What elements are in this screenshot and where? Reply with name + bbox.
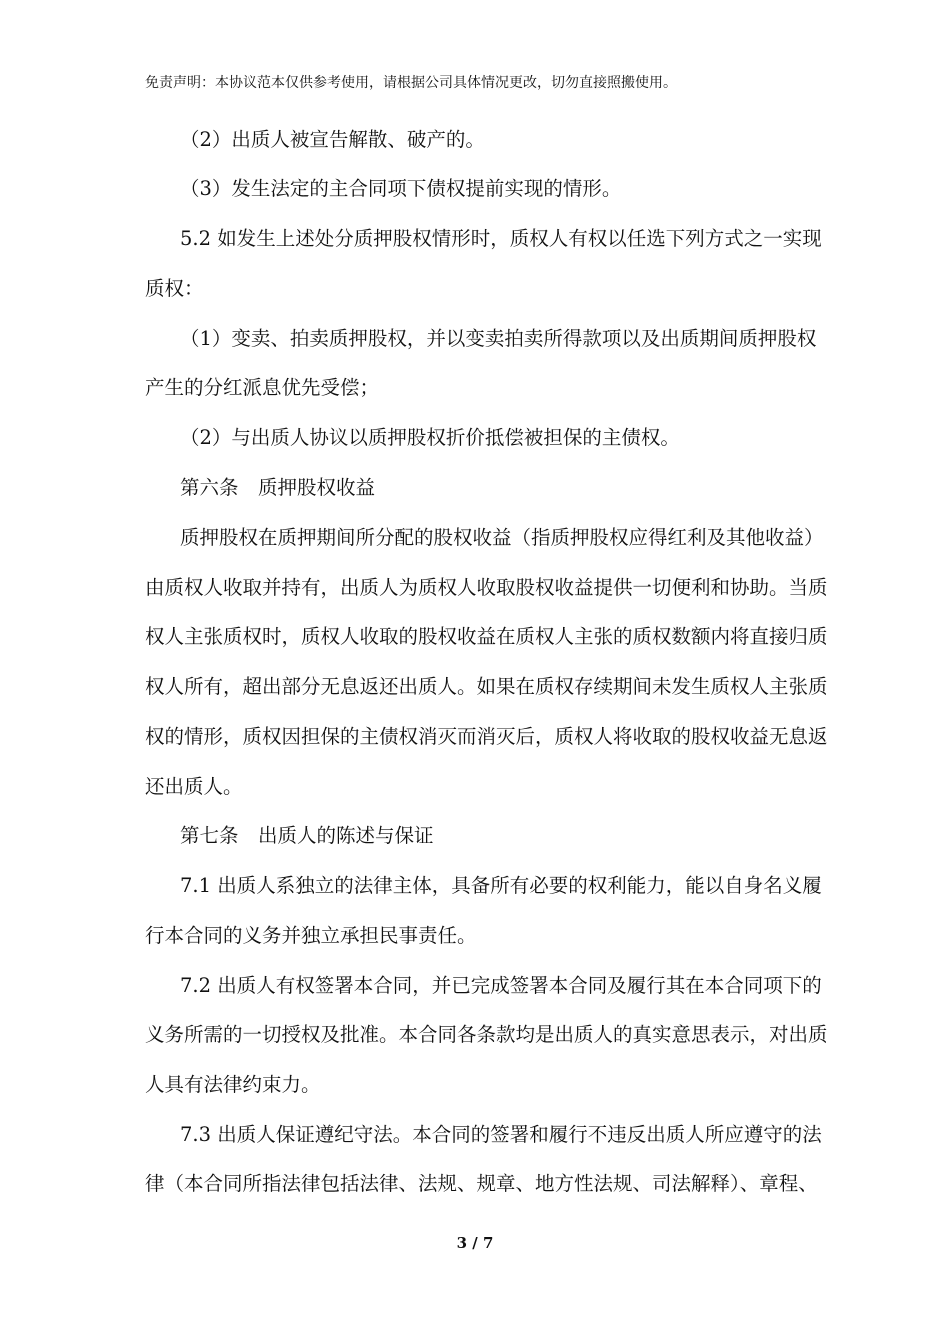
text-line: 权人主张质权时，质权人收取的股权收益在质权人主张的质权数额内将直接归质 bbox=[145, 625, 828, 648]
text-line: 律（本合同所指法律包括法律、法规、规章、地方性法规、司法解释）、章程、 bbox=[145, 1172, 818, 1195]
article-7-heading: 第七条 出质人的陈述与保证 bbox=[180, 824, 434, 847]
disclaimer-header: 免责声明：本协议范本仅供参考使用，请根据公司具体情况更改，切勿直接照搬使用。 bbox=[145, 75, 677, 91]
text-line: 权的情形，质权因担保的主债权消灭而消灭后，质权人将收取的股权收益无息返 bbox=[145, 725, 828, 748]
text-line: （2）与出质人协议以质押股权折价抵偿被担保的主债权。 bbox=[180, 426, 680, 449]
text-line: 质权： bbox=[145, 277, 204, 300]
section-7-3: 7.3 出质人保证遵纪守法。本合同的签署和履行不违反出质人所应遵守的法 bbox=[180, 1123, 822, 1146]
section-7-1: 7.1 出质人系独立的法律主体，具备所有必要的权利能力，能以自身名义履 bbox=[180, 874, 822, 897]
text-line: （3）发生法定的主合同项下债权提前实现的情形。 bbox=[180, 177, 622, 200]
text-line: 行本合同的义务并独立承担民事责任。 bbox=[145, 924, 477, 947]
section-7-2: 7.2 出质人有权签署本合同，并已完成签署本合同及履行其在本合同项下的 bbox=[180, 974, 822, 997]
section-5-2: 5.2 如发生上述处分质押股权情形时，质权人有权以任选下列方式之一实现 bbox=[180, 227, 822, 250]
text-line: 由质权人收取并持有，出质人为质权人收取股权收益提供一切便利和协助。当质 bbox=[145, 576, 828, 599]
text-line: 权人所有，超出部分无息返还出质人。如果在质权存续期间未发生质权人主张质 bbox=[145, 675, 828, 698]
text-line: 质押股权在质押期间所分配的股权收益（指质押股权应得红利及其他收益） bbox=[180, 526, 824, 549]
text-line: （2）出质人被宣告解散、破产的。 bbox=[180, 128, 485, 151]
text-line: 人具有法律约束力。 bbox=[145, 1073, 321, 1096]
page-indicator: 3 / 7 bbox=[456, 1234, 494, 1252]
text-line: 义务所需的一切授权及批准。本合同各条款均是出质人的真实意思表示，对出质 bbox=[145, 1023, 828, 1046]
text-line: （1）变卖、拍卖质押股权，并以变卖拍卖所得款项以及出质期间质押股权 bbox=[180, 327, 817, 350]
text-line: 还出质人。 bbox=[145, 775, 243, 798]
article-6-heading: 第六条 质押股权收益 bbox=[180, 476, 376, 499]
text-line: 产生的分红派息优先受偿； bbox=[145, 376, 380, 399]
